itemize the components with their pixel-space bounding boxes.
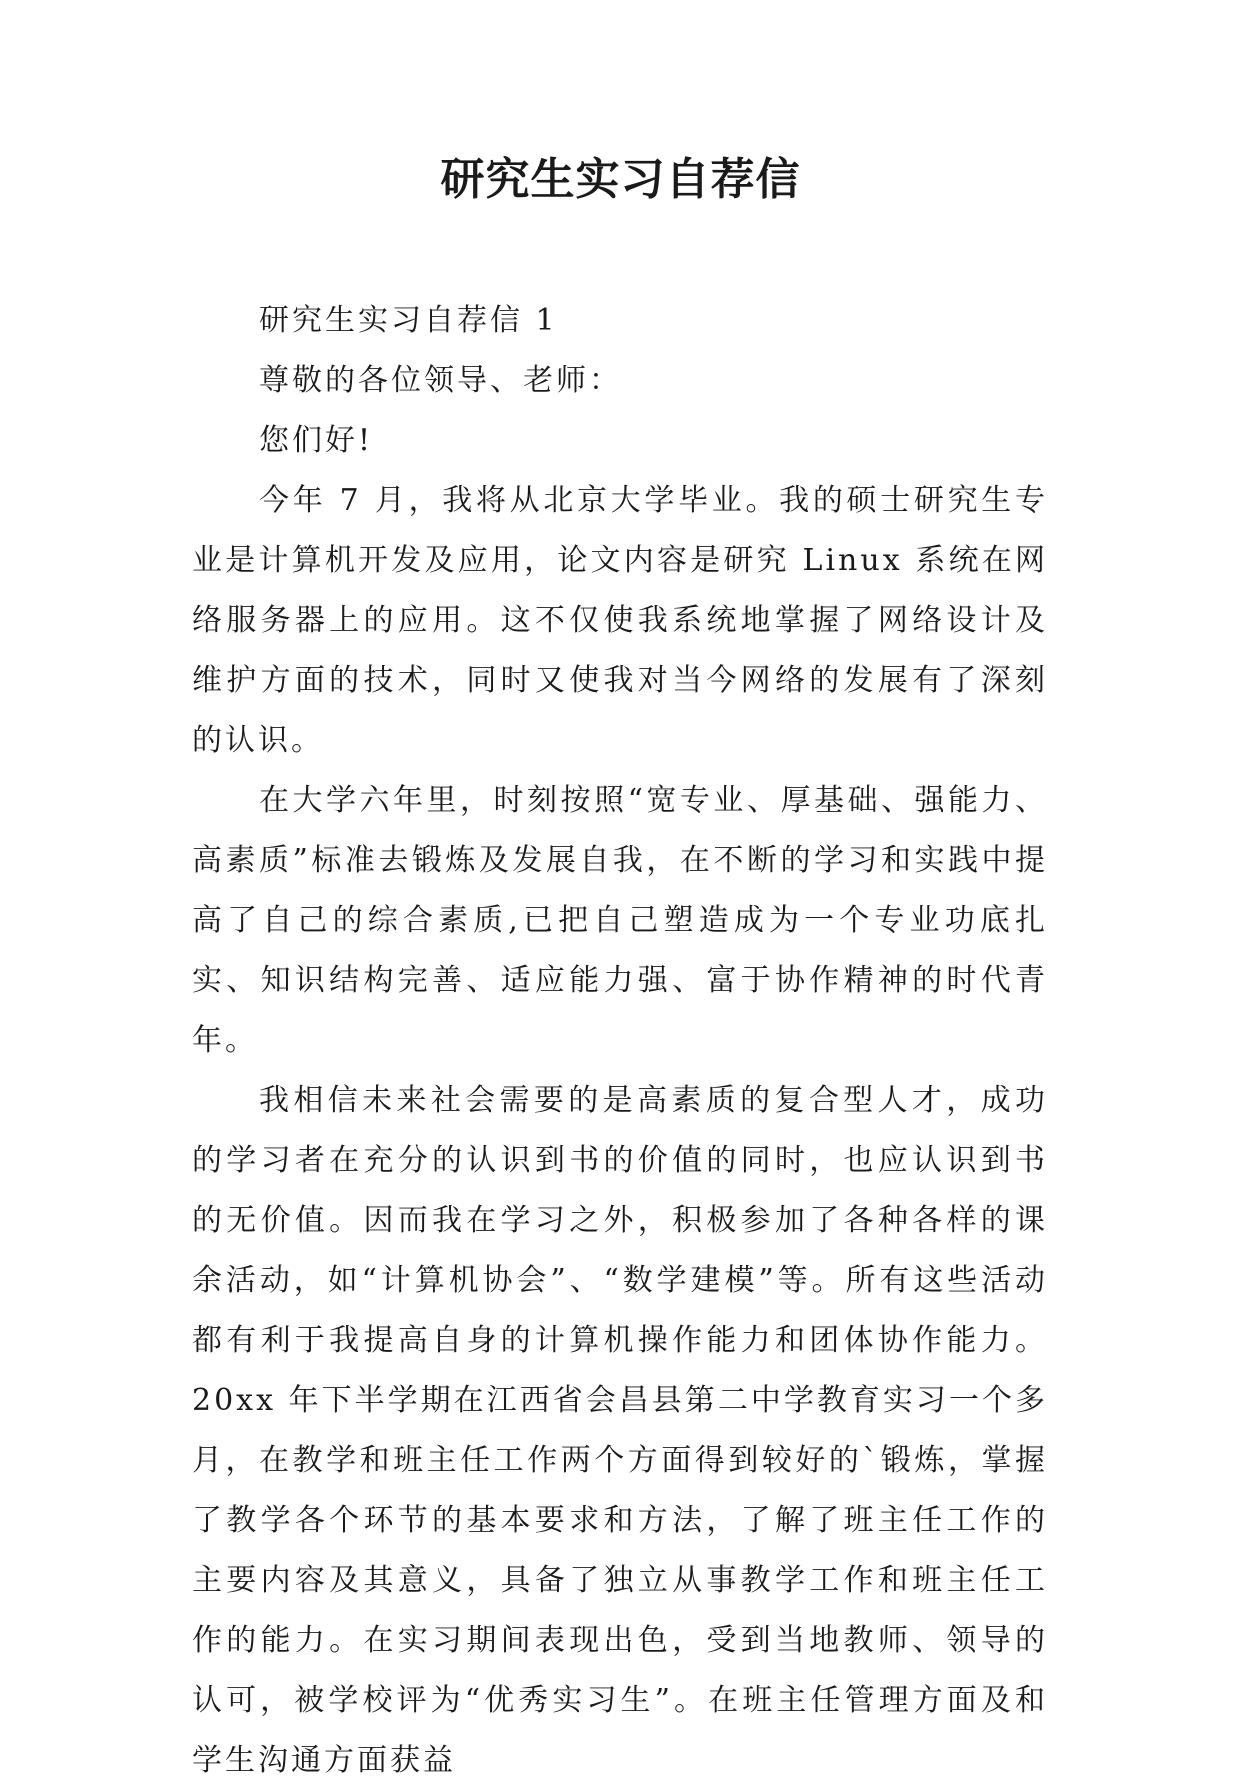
paragraph-university-years: 在大学六年里，时刻按照“宽专业、厚基础、强能力、高素质”标准去锻炼及发展自我，在不断的学习和实践中提高了自己的综合素质,已把自己塑造成为一个专业功底扎实、知识结构完善、适应能力强、富于协作精神的时代青年。	[192, 783, 1048, 1058]
paragraph-education: 今年 7 月，我将从北京大学毕业。我的硕士研究生专业是计算机开发及应用，论文内容是研究 Linux 系统在网络服务器上的应用。这不仅使我系统地掌握了网络设计及维护方面的技术，同时又使我对当今网络的发展有了深刻的认识。	[192, 483, 1048, 758]
letter-heading: 研究生实习自荐信 1	[259, 303, 558, 338]
salutation: 尊敬的各位领导、老师：	[259, 363, 622, 398]
greeting: 您们好!	[259, 423, 374, 458]
document-body	[192, 291, 1048, 1791]
document-title: 研究生实习自荐信	[440, 154, 801, 205]
paragraph-activities: 我相信未来社会需要的是高素质的复合型人才，成功的学习者在充分的认识到书的价值的同时，也应认识到书的无价值。因而我在学习之外，积极参加了各种各样的课余活动，如“计算机协会”、“数学建模”等。所有这些活动都有利于我提高自身的计算机操作能力和团体协作能力。20xx 年下半学期在江西省会昌县第二中学教育实习一个多月，在教学和班主任工作两个方面得到较好的`锻炼，掌握了教学各个环节的基本要求和方法，了解了班主任工作的主要内容及其意义，具备了独立从事教学工作和班主任工作的能力。在实习期间表现出色，受到当地教师、领导的认可，被学校评为“优秀实习生”。在班主任管理方面及和学生沟通方面获益	[192, 1083, 1048, 1778]
